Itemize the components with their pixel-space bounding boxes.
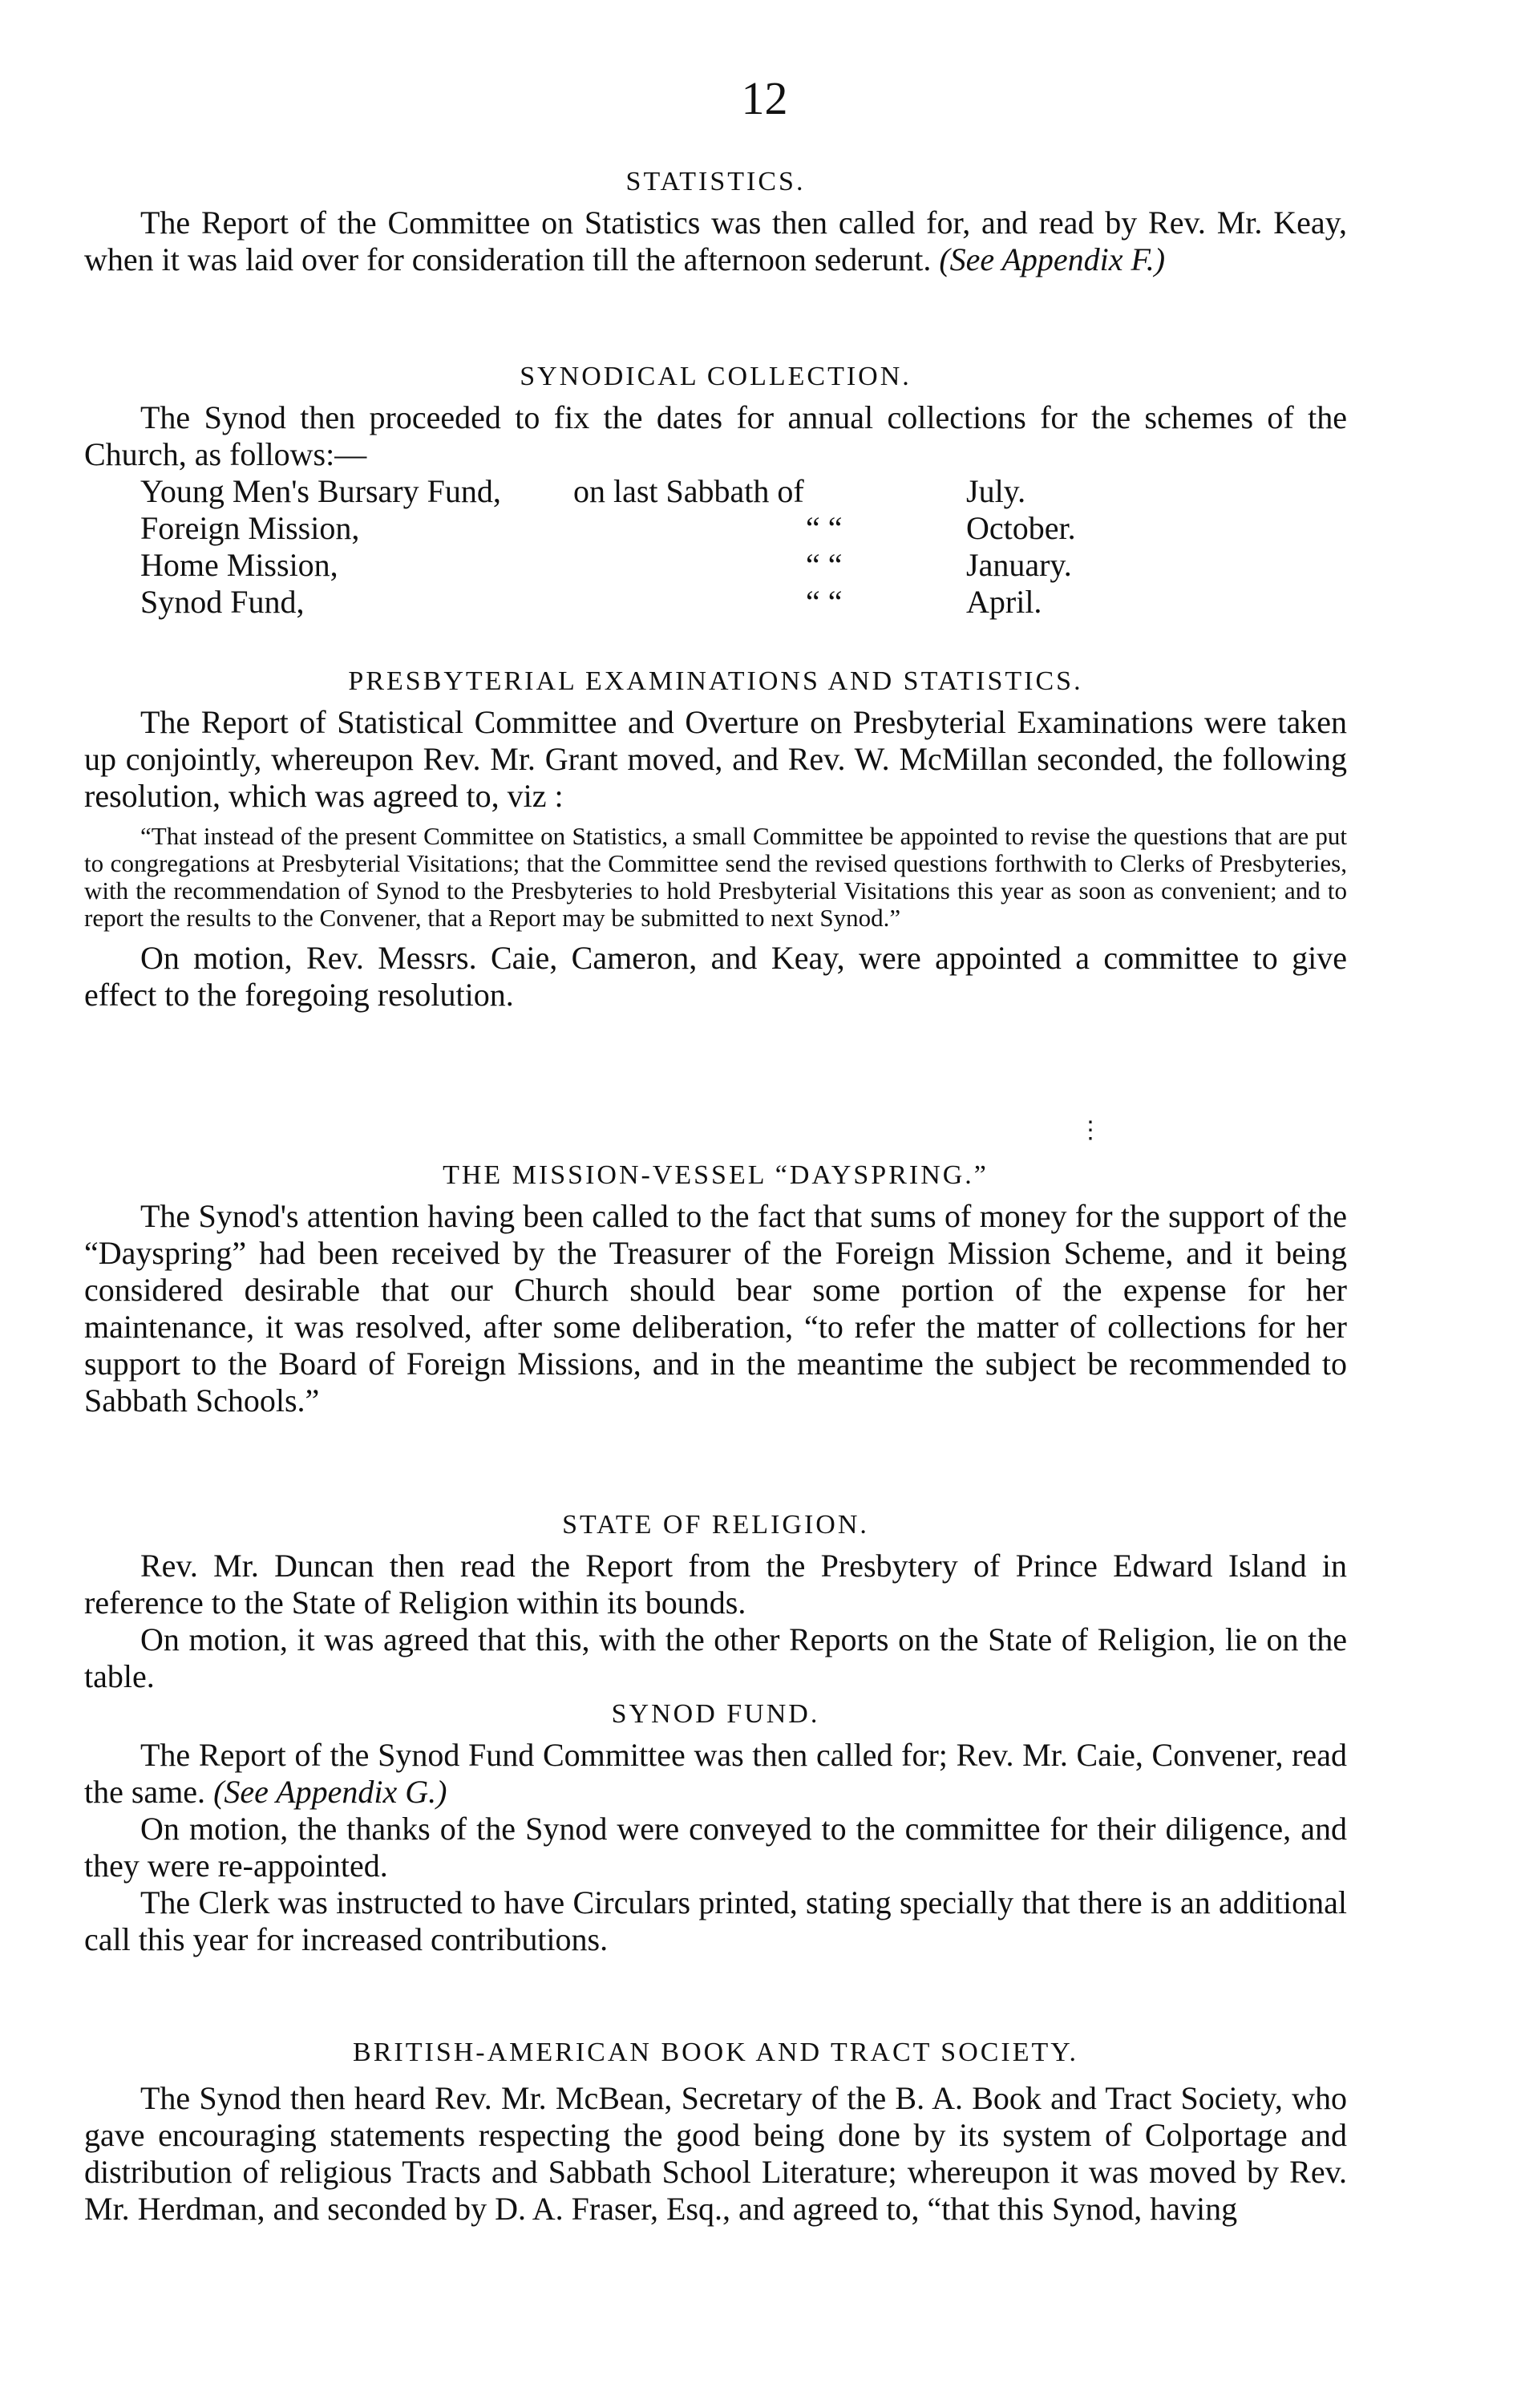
synod-fund-paragraph-3: The Clerk was instructed to have Circulars printed, stating specially that there is an additional call this year for increased contributions. [84, 1884, 1347, 1957]
heading-synodical-collection: SYNODICAL COLLECTION. [520, 362, 912, 391]
collection-month: July. [966, 473, 1026, 509]
collection-month: April. [966, 584, 1042, 620]
section-dayspring [84, 1158, 1347, 1419]
statistics-paragraph: The Report of the Committee on Statistics was then called for, and read by Rev. Mr. Keay, when it was laid over for consideration till the afternoon sederunt. (See Appendix F.) [84, 204, 1347, 277]
fund-name: Home Mission, [140, 547, 338, 583]
committee-motion: On motion, Rev. Messrs. Caie, Cameron, and Keay, were appointed a committee to give effect to the foregoing resolution. [84, 940, 1347, 1013]
collection-month: October. [966, 510, 1076, 546]
section-synod-fund [84, 1697, 1347, 1958]
collection-paragraph: The Synod then proceeded to fix the dates for annual collections for the schemes of the Church, as follows:— [84, 399, 1347, 472]
heading-tract-society: BRITISH-AMERICAN BOOK AND TRACT SOCIETY. [353, 2038, 1078, 2067]
collection-dates-table [140, 473, 1076, 621]
heading-presbyterial: PRESBYTERIAL EXAMINATIONS AND STATISTICS. [348, 666, 1083, 696]
collection-row [140, 547, 1076, 584]
collection-row [140, 510, 1076, 547]
fund-name: Foreign Mission, [140, 510, 360, 546]
collection-row [140, 473, 1076, 510]
date-prefix: “ “ [806, 510, 843, 546]
dayspring-paragraph: The Synod's attention having been called to the fact that sums of money for the support of the “Dayspring” had been received by the Treasurer of the Foreign Mission Scheme, and it being considered desirable that our Church should bear some portion of the expense for her maintenance, it was resolved, after some deliberation, “to refer the matter of collections for her support to the Board of Foreign Missions, and in the meantime the subject be recommended to Sabbath Schools.” [84, 1198, 1347, 1418]
religion-paragraph-2: On motion, it was agreed that this, with the other Reports on the State of Religion, lie on the table. [84, 1621, 1347, 1694]
collection-month: January. [966, 547, 1072, 583]
section-tract-society [84, 2035, 1347, 2228]
page-number: 12 [741, 72, 788, 124]
section-state-of-religion [84, 1508, 1347, 1695]
collection-row [140, 584, 1076, 621]
appendix-f-reference: (See Appendix F.) [939, 241, 1166, 277]
fund-name: Synod Fund, [140, 584, 305, 620]
fund-name: Young Men's Bursary Fund, [140, 473, 501, 509]
section-statistics [84, 164, 1347, 278]
presbyterial-paragraph: The Report of Statistical Committee and Overture on Presbyterial Examinations were taken up conjointly, whereupon Rev. Mr. Grant moved, and Rev. W. McMillan seconded, the following resolution, which was agreed to, viz : [84, 704, 1347, 814]
resolution-quote: “That instead of the present Committee on Statistics, a small Committee be appointed to revise the questions that are put to congregations at Presbyterial Visitations; that the Committee send the revised questions forthwith to Clerks of Presbyteries, with the recommendation of Synod to the Presbyteries to hold Presbyterial Visitations this year as soon as convenient; and to report the results to the Convener, that a Report may be submitted to next Synod.” [84, 822, 1347, 932]
section-synodical-collection [84, 359, 1347, 621]
heading-synod-fund: SYNOD FUND. [611, 1699, 820, 1729]
religion-paragraph-1: Rev. Mr. Duncan then read the Report from the Presbytery of Prince Edward Island in reference to the State of Religion within its bounds. [84, 1548, 1347, 1621]
date-prefix: on last Sabbath of [573, 473, 804, 509]
tract-society-paragraph: The Synod then heard Rev. Mr. McBean, Secretary of the B. A. Book and Tract Society, who gave encouraging statements respecting the good being done by its system of Colportage and distribution of religious Tracts and Sabbath School Literature; whereupon it was moved by Rev. Mr. Herdman, and seconded by D. A. Fraser, Esq., and agreed to, “that this Synod, having [84, 2080, 1347, 2227]
appendix-g-reference: (See Appendix G.) [213, 1774, 447, 1810]
section-presbyterial [84, 664, 1347, 1014]
heading-state-of-religion: STATE OF RELIGION. [562, 1510, 869, 1540]
heading-statistics: STATISTICS. [625, 167, 806, 196]
date-prefix: “ “ [806, 584, 843, 620]
synod-fund-paragraph-1: The Report of the Synod Fund Committee was then called for; Rev. Mr. Caie, Convener, read the same. (See Appendix G.) [84, 1737, 1347, 1810]
heading-dayspring: THE MISSION-VESSEL “DAYSPRING.” [443, 1160, 989, 1190]
print-speck: ⋮ [1078, 1117, 1102, 1143]
synod-fund-paragraph-2: On motion, the thanks of the Synod were conveyed to the committee for their diligence, and they were re-appointed. [84, 1811, 1347, 1884]
date-prefix: “ “ [806, 547, 843, 583]
